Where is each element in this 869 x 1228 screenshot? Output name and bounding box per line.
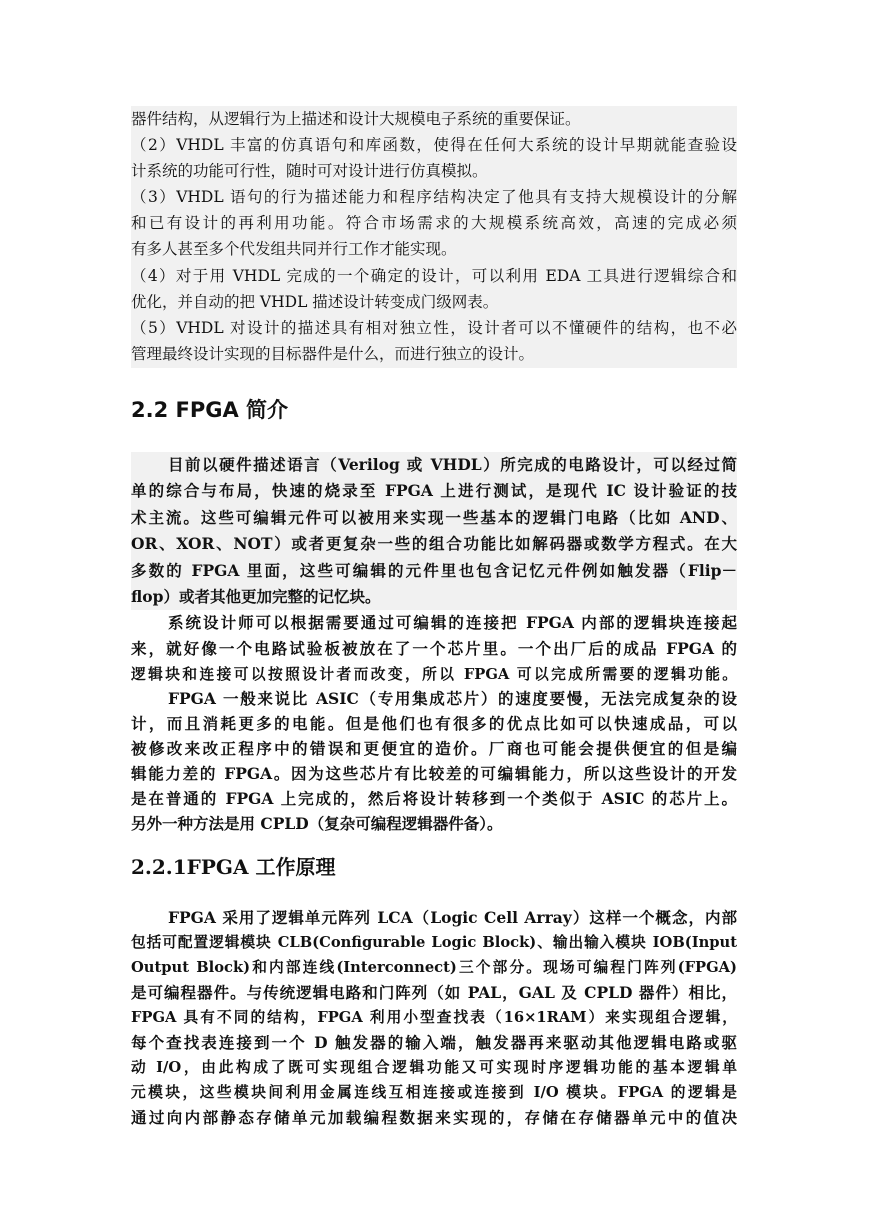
text-line: 通过向内部静态存储单元加载编程数据来实现的，存储在存储器单元中的值决 — [131, 1108, 737, 1127]
text-line: （5）VHDL 对设计的描述具有相对独立性，设计者可以不懂硬件的结构，也不必 — [131, 319, 737, 337]
text-line: 单的综合与布局，快速的烧录至 FPGA 上进行测试，是现代 IC 设计验证的技 — [131, 481, 737, 500]
text-line: （3）VHDL 语句的行为描述能力和程序结构决定了他具有支持大规模设计的分解 — [131, 188, 737, 206]
text-line: 辑能力差的 FPGA。因为这些芯片有比较差的可编辑能力，所以这些设计的开发 — [131, 764, 737, 783]
text-line: （2）VHDL 丰富的仿真语句和库函数，使得在任何大系统的设计早期就能查验设 — [131, 136, 737, 154]
text-line: 有多人甚至多个代发组共同并行工作才能实现。 — [131, 240, 457, 258]
text-line: 术主流。这些可编辑元件可以被用来实现一些基本的逻辑门电路（比如 AND、 — [131, 508, 737, 527]
section-heading: 2.2 FPGA 简介 — [131, 398, 289, 422]
text-line: FPGA 采用了逻辑单元阵列 LCA（Logic Cell Array）这样一个概念，内部 — [168, 908, 737, 927]
text-line: FPGA 具有不同的结构，FPGA 利用小型查找表（16×1RAM）来实现组合逻辑， — [131, 1009, 737, 1026]
text-line: flop）或者其他更加完整的记忆块。 — [131, 587, 381, 606]
text-line: 目前以硬件描述语言（Verilog 或 VHDL）所完成的电路设计，可以经过简 — [168, 455, 737, 474]
text-line: 管理最终设计实现的目标器件是什么，而进行独立的设计。 — [131, 345, 535, 363]
text-line: （4）对于用 VHDL 完成的一个确定的设计，可以利用 EDA 工具进行逻辑综合和 — [131, 267, 737, 285]
text-line: 器件结构，从逻辑行为上描述和设计大规模电子系统的重要保证。 — [131, 110, 581, 128]
subsection-heading: 2.2.1FPGA 工作原理 — [131, 855, 336, 879]
text-line: 计系统的功能可行性，随时可对设计进行仿真模拟。 — [131, 162, 488, 180]
text-line: 元模块，这些模块间利用金属连线互相连接或连接到 I/O 模块。FPGA 的逻辑是 — [131, 1084, 737, 1101]
text-line: 被修改来改正程序中的错误和更便宜的造价。厂商也可能会提供便宜的但是编 — [131, 739, 737, 758]
text-line: OR、XOR、NOT）或者更复杂一些的组合功能比如解码器或数学方程式。在大 — [131, 534, 737, 553]
text-line: FPGA 一般来说比 ASIC（专用集成芯片）的速度要慢，无法完成复杂的设 — [168, 689, 737, 708]
text-line: Output Block)和内部连线(Interconnect)三个部分。现场可编程门阵列(FPGA) — [131, 959, 737, 976]
text-line: 是在普通的 FPGA 上完成的，然后将设计转移到一个类似于 ASIC 的芯片上。 — [131, 789, 737, 808]
text-line: 和已有设计的再利用功能。符合市场需求的大规模系统高效，高速的完成必须 — [131, 214, 737, 232]
text-line: 多数的 FPGA 里面，这些可编辑的元件里也包含记忆元件例如触发器（Flip－ — [131, 561, 737, 580]
text-line: 来，就好像一个电路试验板被放在了一个芯片里。一个出厂后的成品 FPGA 的 — [131, 639, 737, 658]
text-line: 系统设计师可以根据需要通过可编辑的连接把 FPGA 内部的逻辑块连接起 — [168, 613, 737, 632]
text-line: 动 I/O，由此构成了既可实现组合逻辑功能又可实现时序逻辑功能的基本逻辑单 — [131, 1059, 737, 1076]
text-line: 计，而且消耗更多的电能。但是他们也有很多的优点比如可以快速成品，可以 — [131, 714, 737, 733]
text-line: 优化，并自动的把 VHDL 描述设计转变成门级网表。 — [131, 293, 499, 311]
text-line: 逻辑块和连接可以按照设计者而改变，所以 FPGA 可以完成所需要的逻辑功能。 — [131, 666, 737, 683]
text-line: 包括可配置逻辑模块 CLB(Configurable Logic Block)、输出输入模块 IOB(Input — [131, 934, 737, 951]
text-line: 每个查找表连接到一个 D 触发器的输入端，触发器再来驱动其他逻辑电路或驱 — [131, 1033, 737, 1052]
text-line: 另外一种方法是用 CPLD（复杂可编程逻辑器件备）。 — [131, 814, 503, 833]
text-line: 是可编程器件。与传统逻辑电路和门阵列（如 PAL，GAL 及 CPLD 器件）相比， — [131, 983, 737, 1002]
